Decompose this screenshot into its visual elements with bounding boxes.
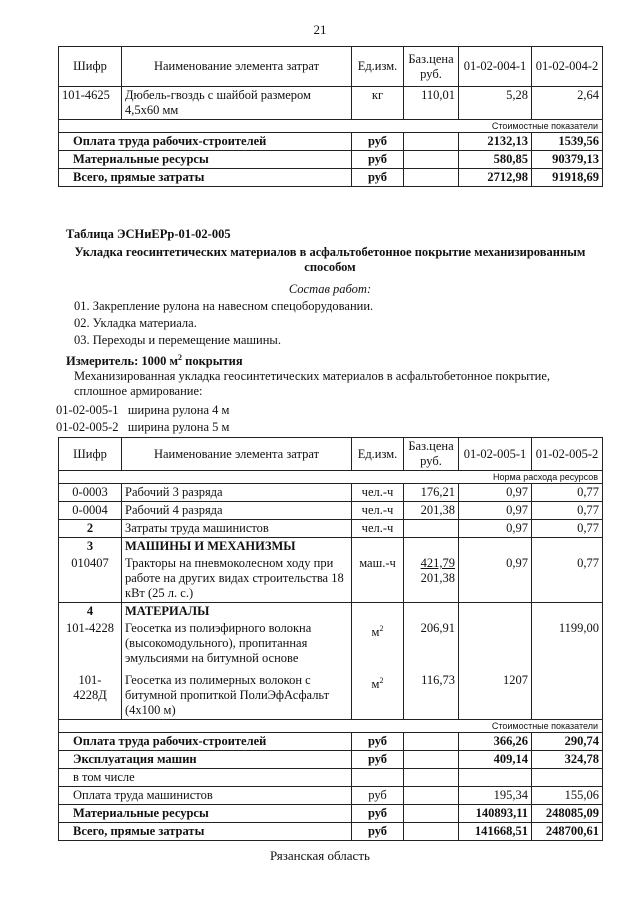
row-code: 0-0003 <box>59 484 122 502</box>
section-label: Стоимостные показатели <box>459 720 603 733</box>
totals-row <box>59 823 603 841</box>
table-row <box>59 502 603 520</box>
table-row <box>59 667 603 720</box>
col-header-code: Шифр <box>59 438 122 471</box>
totals-name: Всего, прямые затраты <box>59 169 352 187</box>
row-code: 2 <box>59 520 122 538</box>
totals-name: Материальные ресурсы <box>59 151 352 169</box>
row-name: Рабочий 4 разряда <box>122 502 352 520</box>
totals-unit: руб <box>352 169 404 187</box>
totals-value-1: 580,85 <box>459 151 532 169</box>
row-value-1: 0,97 <box>459 484 532 502</box>
totals-value-2: 324,78 <box>532 751 603 769</box>
totals-value-2: 248085,09 <box>532 805 603 823</box>
row-value-2: 0,77 <box>532 520 603 538</box>
totals-row <box>59 769 603 787</box>
totals-row <box>59 151 603 169</box>
row-unit <box>352 667 404 720</box>
table-01-02-004 <box>58 46 603 187</box>
row-code: 101-4625 <box>59 87 122 120</box>
unit-text: м <box>371 625 380 640</box>
row-unit <box>352 620 404 667</box>
work-step: 01. Закрепление рулона на навесном спецоборудовании. <box>74 299 374 313</box>
totals-unit: руб <box>352 823 404 841</box>
row-value-1: 0,97 <box>459 502 532 520</box>
totals-unit: руб <box>352 133 404 151</box>
section-row-materials <box>59 603 603 621</box>
totals-name: Оплата труда рабочих-строителей <box>59 133 352 151</box>
section-title: МАТЕРИАЛЫ <box>122 603 352 621</box>
totals-unit: руб <box>352 787 404 805</box>
row-price: 206,91 <box>404 620 459 667</box>
col-header-variant-2: 01-02-005-2 <box>532 438 603 471</box>
col-header-code: Шифр <box>59 47 122 87</box>
totals-value-2: 155,06 <box>532 787 603 805</box>
totals-value-1: 2132,13 <box>459 133 532 151</box>
totals-value-1: 140893,11 <box>459 805 532 823</box>
variant-line <box>56 403 229 418</box>
row-price <box>404 555 459 603</box>
table-row <box>59 620 603 667</box>
footer-region: Рязанская область <box>270 848 370 863</box>
row-price-2: 201,38 <box>420 571 455 585</box>
variant-code: 01-02-005-2 <box>56 420 119 434</box>
totals-unit: руб <box>352 805 404 823</box>
variant-line <box>56 420 229 435</box>
row-value-1: 1207 <box>459 667 532 720</box>
variant-text: ширина рулона 5 м <box>127 420 230 434</box>
row-unit: маш.-ч <box>352 555 404 603</box>
row-value-2: 0,77 <box>532 555 603 603</box>
section-row-machines <box>59 538 603 556</box>
work-step: 03. Переходы и перемещение машины. <box>74 333 281 347</box>
measure-label: Измеритель: 1000 м <box>66 354 179 369</box>
totals-name: Оплата труда рабочих-строителей <box>59 733 352 751</box>
totals-value-1: 2712,98 <box>459 169 532 187</box>
col-header-variant-1: 01-02-004-1 <box>459 47 532 87</box>
row-name: Геосетка из полимерных волокон с битумной пропиткой ПолиЭфАсфальт (4х100 м) <box>122 667 352 720</box>
totals-value-2: 290,74 <box>532 733 603 751</box>
work-step: 02. Укладка материала. <box>74 316 197 330</box>
section-title: МАШИНЫ И МЕХАНИЗМЫ <box>122 538 352 556</box>
table-row <box>59 555 603 603</box>
row-unit: чел.-ч <box>352 520 404 538</box>
totals-name: Всего, прямые затраты <box>59 823 352 841</box>
row-price: 110,01 <box>404 87 459 120</box>
row-value-2: 0,77 <box>532 502 603 520</box>
totals-unit: руб <box>352 751 404 769</box>
table-row <box>59 484 603 502</box>
totals-unit: руб <box>352 733 404 751</box>
row-name: Рабочий 3 разряда <box>122 484 352 502</box>
row-code: 010407 <box>59 555 122 603</box>
col-header-price: Баз.цена руб. <box>404 438 459 471</box>
variant-code: 01-02-005-1 <box>56 403 119 417</box>
totals-value-2: 248700,61 <box>532 823 603 841</box>
unit-sup: 2 <box>379 676 384 685</box>
totals-name: Эксплуатация машин <box>59 751 352 769</box>
table-row <box>59 87 603 120</box>
col-header-variant-2: 01-02-004-2 <box>532 47 603 87</box>
col-header-variant-1: 01-02-005-1 <box>459 438 532 471</box>
unit-text: м <box>371 677 380 692</box>
table-01-02-005 <box>58 437 603 841</box>
totals-row <box>59 133 603 151</box>
row-name: Тракторы на пневмоколесном ходу при работе на других видах строительства 18 кВт (25 л. с.) <box>122 555 352 603</box>
variant-text: ширина рулона 4 м <box>127 403 230 417</box>
unit-sup: 2 <box>379 624 384 633</box>
row-price-1: 421,79 <box>420 556 455 570</box>
totals-value-1: 195,34 <box>459 787 532 805</box>
row-name: Геосетка из полиэфирного волокна (высокомодульного), пропитанная эмульсиями на битумной основе <box>122 620 352 667</box>
row-price: 116,73 <box>404 667 459 720</box>
measure-sup: 2 <box>178 353 183 362</box>
composition-title: Состав работ: <box>288 282 372 296</box>
totals-value-2: 1539,56 <box>532 133 603 151</box>
row-value-2: 2,64 <box>532 87 603 120</box>
row-price: 201,38 <box>404 502 459 520</box>
totals-name: в том числе <box>59 769 352 787</box>
section-number: 3 <box>59 538 122 556</box>
row-value-2: 0,77 <box>532 484 603 502</box>
page-number: 21 <box>313 22 327 37</box>
totals-value-1: 409,14 <box>459 751 532 769</box>
row-value-1: 0,97 <box>459 555 532 603</box>
row-name: Дюбель-гвоздь с шайбой размером 4,5х60 мм <box>122 87 352 120</box>
row-code: 101-4228Д <box>59 667 122 720</box>
totals-name: Оплата труда машинистов <box>59 787 352 805</box>
totals-row <box>59 169 603 187</box>
row-unit: чел.-ч <box>352 484 404 502</box>
row-value-2: 1199,00 <box>532 620 603 667</box>
totals-row <box>59 787 603 805</box>
row-value-1: 5,28 <box>459 87 532 120</box>
totals-unit: руб <box>352 151 404 169</box>
col-header-price: Баз.цена руб. <box>404 47 459 87</box>
table-row <box>59 520 603 538</box>
description: Механизированная укладка геосинтетических материалов в асфальтобетонное покрытие, сплошное армирование: <box>74 369 551 398</box>
section-number: 4 <box>59 603 122 621</box>
work-title: Укладка геосинтетических материалов в асфальтобетонное покрытие механизированным способом <box>74 245 586 274</box>
col-header-unit: Ед.изм. <box>352 438 404 471</box>
totals-name: Материальные ресурсы <box>59 805 352 823</box>
totals-value-2: 90379,13 <box>532 151 603 169</box>
col-header-unit: Ед.изм. <box>352 47 404 87</box>
totals-row <box>59 805 603 823</box>
totals-value-1: 141668,51 <box>459 823 532 841</box>
totals-row <box>59 751 603 769</box>
totals-row <box>59 733 603 751</box>
col-header-name: Наименование элемента затрат <box>122 438 352 471</box>
row-price: 176,21 <box>404 484 459 502</box>
row-name: Затраты труда машинистов <box>122 520 352 538</box>
row-unit: чел.-ч <box>352 502 404 520</box>
col-header-name: Наименование элемента затрат <box>122 47 352 87</box>
row-code: 101-4228 <box>59 620 122 667</box>
row-unit: кг <box>352 87 404 120</box>
totals-value-2: 91918,69 <box>532 169 603 187</box>
measure-line <box>66 350 243 369</box>
measure-rest: покрытия <box>182 354 243 369</box>
totals-value-1: 366,26 <box>459 733 532 751</box>
row-code: 0-0004 <box>59 502 122 520</box>
section-label: Стоимостные показатели <box>459 120 603 133</box>
table-title: Таблица ЭСНиЕРр-01-02-005 <box>66 227 231 241</box>
row-value-1: 0,97 <box>459 520 532 538</box>
norm-label: Норма расхода ресурсов <box>459 471 603 484</box>
